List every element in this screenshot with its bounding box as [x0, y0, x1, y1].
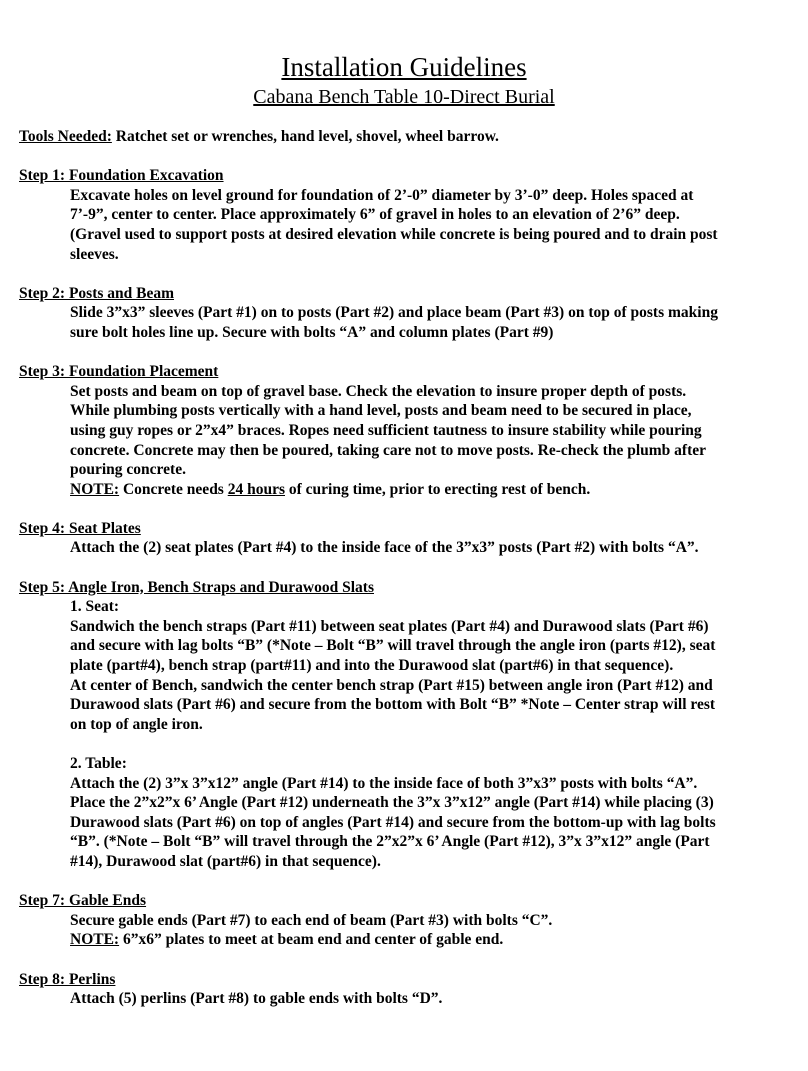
step-line: Place the 2”x2”x 6’ Angle (Part #12) underneath the 3”x 3”x12” angle (Part #14) while placing (3) [70, 794, 714, 812]
step-1-heading: Step 1: Foundation Excavation [19, 167, 224, 185]
step-5-heading: Step 5: Angle Iron, Bench Straps and Durawood Slats [19, 578, 374, 596]
step-line: Durawood slats (Part #6) on top of angles (Part #14) and secure from the bottom-up with lag bolts [70, 813, 716, 831]
spacer [19, 734, 794, 754]
step-4-section [19, 519, 794, 558]
step-line: and secure with lag bolts “B” (*Note – Bolt “B” will travel through the angle iron (parts #12), seat [70, 637, 716, 655]
step-5-section [19, 578, 794, 872]
step-2-heading: Step 2: Posts and Beam [19, 284, 175, 302]
tools-label: Tools Needed: [19, 128, 112, 145]
tools-text: Ratchet set or wrenches, hand level, shovel, wheel barrow. [111, 128, 499, 145]
note-text: Concrete needs [119, 480, 228, 498]
note-label: NOTE: [70, 480, 120, 498]
note-label: NOTE: [70, 931, 120, 949]
step-line: Attach the (2) seat plates (Part #4) to the inside face of the 3”x3” posts (Part #2) with bolts “A”. [70, 539, 699, 557]
step-line: pouring concrete. [70, 461, 186, 479]
step-line: Attach the (2) 3”x 3”x12” angle (Part #14) to the inside face of both 3”x3” posts with bolts “A”. [70, 774, 698, 792]
step-line: sleeves. [70, 245, 119, 263]
step-2-section [19, 284, 794, 343]
step-line: Sandwich the bench straps (Part #11) between seat plates (Part #4) and Durawood slats (Part #6) [70, 617, 709, 635]
step-8-heading: Step 8: Perlins [19, 970, 116, 988]
step-line: (Gravel used to support posts at desired elevation while concrete is being poured and to drain post [70, 225, 718, 243]
step-7-note [19, 930, 794, 950]
step-8-section [19, 970, 794, 1009]
document-body [19, 127, 794, 1028]
step-line: While plumbing posts vertically with a hand level, posts and beam need to be secured in place, [70, 402, 692, 420]
step-line: on top of angle iron. [70, 715, 203, 733]
step-line: #14), Durawood slat (part#6) in that sequence). [70, 852, 381, 870]
note-emphasis: 24 hours [227, 480, 285, 498]
step-4-heading: Step 4: Seat Plates [19, 519, 141, 537]
step-7-section [19, 891, 794, 950]
note-text-end: of curing time, prior to erecting rest of bench. [285, 480, 591, 498]
step-line: 7’-9”, center to center. Place approximately 6” of gravel in holes to an elevation of 2’6” deep. [70, 206, 680, 224]
step-1-section [19, 166, 794, 264]
step-line: plate (part#4), bench strap (part#11) and into the Durawood slat (part#6) in that sequence). [70, 657, 674, 675]
note-text: 6”x6” plates to meet at beam end and center of gable end. [119, 931, 504, 949]
step-line: using guy ropes or 2”x4” braces. Ropes need sufficient tautness to insure stability while pouring [70, 421, 702, 439]
step-line: concrete. Concrete may then be poured, taking care not to move posts. Re-check the plumb after [70, 441, 706, 459]
step-line: At center of Bench, sandwich the center bench strap (Part #15) between angle iron (Part #12) and [70, 676, 713, 694]
step-7-heading: Step 7: Gable Ends [19, 892, 147, 910]
step-line: Secure gable ends (Part #7) to each end of beam (Part #3) with bolts “C”. [70, 911, 553, 929]
table-subheading: 2. Table: [70, 755, 127, 772]
document-subtitle: Cabana Bench Table 10-Direct Burial [253, 86, 555, 108]
document-title: Installation Guidelines [281, 52, 527, 82]
step-line: Durawood slats (Part #6) and secure from the bottom with Bolt “B” *Note – Center strap will rest [70, 696, 716, 714]
step-3-note [19, 480, 794, 500]
step-line: Set posts and beam on top of gravel base. Check the elevation to insure proper depth of posts. [70, 382, 687, 400]
seat-subheading: 1. Seat: [70, 598, 120, 616]
step-3-heading: Step 3: Foundation Placement [19, 363, 219, 381]
step-line: Slide 3”x3” sleeves (Part #1) on to posts (Part #2) and place beam (Part #3) on top of posts making [70, 304, 718, 322]
step-line: “B”. (*Note – Bolt “B” will travel through the 2”x2”x 6’ Angle (Part #12), 3”x 3”x12” angle (Part [70, 833, 710, 851]
step-3-section [19, 362, 794, 499]
step-line: Excavate holes on level ground for foundation of 2’-0” diameter by 3’-0” deep. Holes spaced at [70, 186, 694, 204]
step-line: Attach (5) perlins (Part #8) to gable ends with bolts “D”. [70, 990, 443, 1008]
step-line: sure bolt holes line up. Secure with bolts “A” and column plates (Part #9) [70, 323, 554, 341]
tools-section [19, 127, 794, 147]
